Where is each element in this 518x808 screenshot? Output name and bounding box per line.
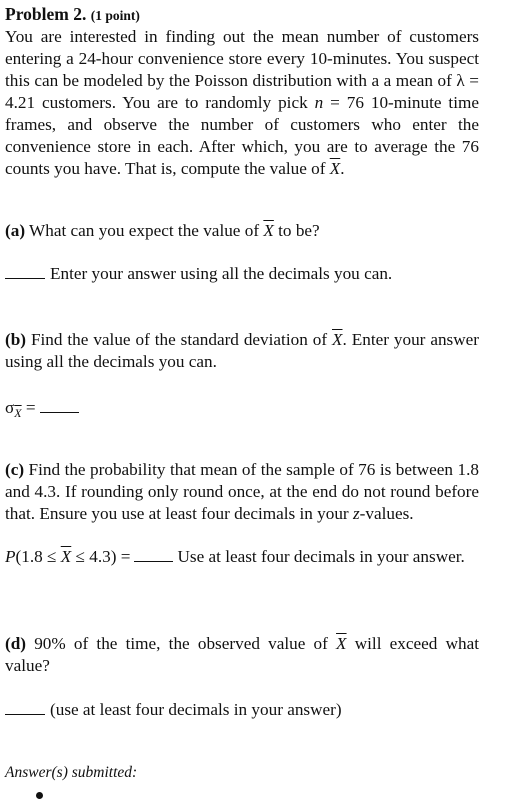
problem-points: (1 point): [90, 8, 140, 23]
answer-bullet: [36, 792, 43, 799]
problem-title: [5, 3, 479, 27]
part-c-question: (c) Find the probability that mean of the sample of 76 is between 1.8 and 4.3. If rounding only round once, at the end do not round before that. Ensure you use at least four decimals in your z-values.: [5, 460, 479, 523]
lambda-value: λ = 4.21: [5, 71, 479, 112]
part-a-question: (a) What can you expect the value of $\overline{X}$ to be?: [5, 221, 320, 240]
answers-submitted-label: Answer(s) submitted:: [5, 764, 138, 781]
part-a-answer-row: [5, 263, 479, 285]
xbar-symbol: $\overline{X}$: [329, 159, 341, 178]
part-a-answer-blank[interactable]: [5, 264, 45, 279]
part-d-answer-blank[interactable]: [5, 700, 45, 715]
part-c-answer-blank[interactable]: [134, 547, 173, 562]
part-c-hint: Use at least four decimals in your answer.: [177, 547, 465, 566]
part-d-answer-row: [5, 699, 479, 721]
part-b-answer-row: $\sigma_{\overline{X}}$ =: [5, 397, 479, 420]
part-b-question: (b) Find the value of the standard deviation of $\overline{X}$. Enter your answer using all the decimals you can.: [5, 330, 480, 371]
n-value: = 76: [323, 93, 364, 112]
problem-number: Problem 2.: [5, 4, 87, 24]
part-a-hint: Enter your answer using all the decimals you can.: [50, 264, 393, 283]
problem-intro: You are interested in finding out the mean number of customers entering a 24-hour convenience store every 10-minutes. You suspect this can be modeled by the Poisson distribution with a a mean of λ = 4.21 customers. You are to randomly pick n = 76 10-minute time frames, and observe the number of customers who enter the convenience store in each. After which, you are to average the 76 counts you have. That is, compute the value of $\overline{X}$.: [5, 27, 479, 178]
part-d-question: (d) 90% of the time, the observed value of $\overline{X}$ will exceed what value?: [5, 634, 479, 675]
part-c-answer-row: $P(1.8 \le \overline{X} \le 4.3)$ = Use at least four decimals in your answer.: [5, 547, 465, 566]
part-d-hint: (use at least four decimals in your answer): [50, 700, 342, 719]
part-b-answer-blank[interactable]: [40, 398, 79, 413]
